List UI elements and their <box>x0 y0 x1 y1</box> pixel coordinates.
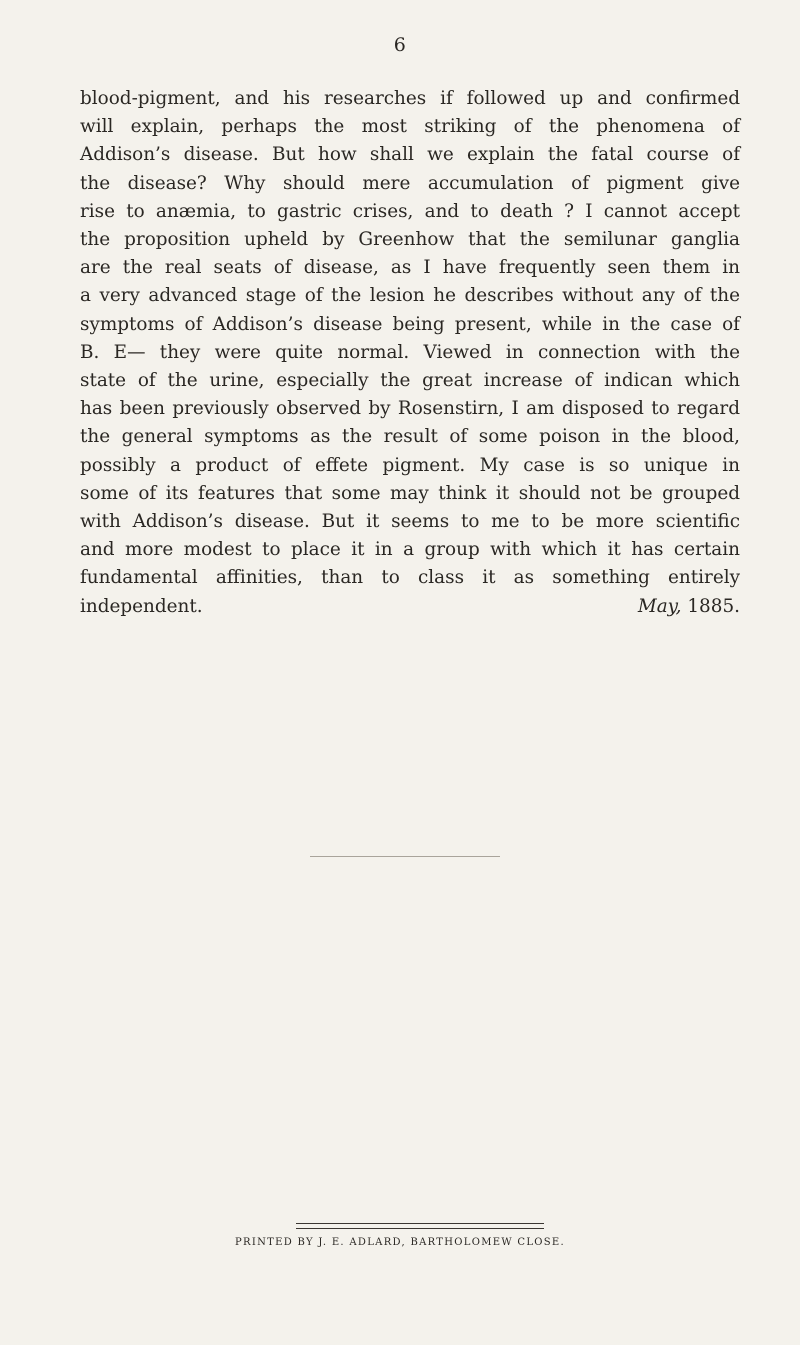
final-word: independent. <box>80 595 203 617</box>
signoff-date <box>638 593 740 621</box>
text-line-final <box>80 593 740 621</box>
text-line: will explain, perhaps the most striking of the phenomena of <box>80 116 740 138</box>
printer-imprint: PRINTED BY J. E. ADLARD, BARTHOLOMEW CLOSE. <box>234 1237 566 1248</box>
imprint-double-rule <box>296 1223 544 1229</box>
text-line: possibly a product of effete pigment. My case is so unique in <box>80 454 740 476</box>
signoff-year: 1885. <box>687 595 740 617</box>
text-line: a very advanced stage of the lesion he describes without any of the <box>80 285 740 307</box>
text-line: has been previously observed by Rosenstirn, I am disposed to regard <box>80 398 740 420</box>
text-line: the proposition upheld by Greenhow that the semilunar ganglia <box>80 229 740 251</box>
section-divider <box>310 856 500 857</box>
text-line: Addison’s disease. But how shall we explain the fatal course of <box>80 144 740 166</box>
text-line: the general symptoms as the result of some poison in the blood, <box>80 426 740 448</box>
body-text <box>80 85 740 621</box>
page-number: 6 <box>393 34 407 56</box>
text-line: B. E— they were quite normal. Viewed in connection with the <box>80 341 740 363</box>
text-line: symptoms of Addison’s disease being present, while in the case of <box>80 313 740 335</box>
text-line: blood-pigment, and his researches if followed up and confirmed <box>80 88 740 109</box>
text-line: state of the urine, especially the great increase of indican which <box>80 370 740 392</box>
text-line: the disease? Why should mere accumulation of pigment give <box>80 172 740 194</box>
text-line: are the real seats of disease, as I have frequently seen them in <box>80 257 740 279</box>
text-line: some of its features that some may think it should not be grouped <box>80 482 740 504</box>
text-line: with Addison’s disease. But it seems to me to be more scientific <box>80 511 740 533</box>
text-line: fundamental affinities, than to class it as something entirely <box>80 567 740 589</box>
text-line: rise to anæmia, to gastric crises, and to death ? I cannot accept <box>80 200 740 222</box>
signoff-month: May, <box>637 595 682 617</box>
text-line: and more modest to place it in a group with which it has certain <box>80 539 740 561</box>
